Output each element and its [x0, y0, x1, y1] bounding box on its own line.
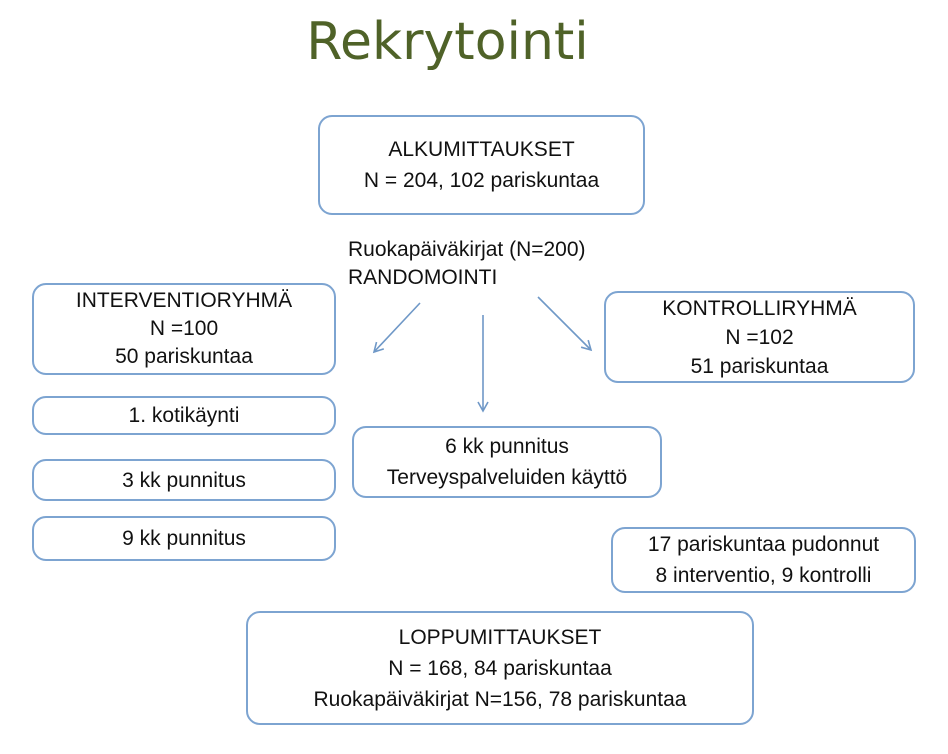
intervention-group-couples: 50 pariskuntaa	[115, 345, 253, 368]
baseline-heading: ALKUMITTAUKSET	[388, 138, 575, 161]
baseline-count: N = 204, 102 pariskuntaa	[363, 169, 600, 192]
arrow-to-control	[538, 297, 591, 350]
intervention-group-n: N =100	[149, 317, 219, 340]
three-month-weighing-label: 3 kk punnitus	[122, 468, 246, 492]
arrow-to-intervention	[374, 303, 420, 352]
control-group-heading: KONTROLLIRYHMÄ	[662, 296, 857, 320]
dropouts-total: 17 pariskuntaa pudonnut	[647, 533, 880, 556]
home-visit-label: 1. kotikäynti	[128, 404, 240, 427]
control-group-n: N =102	[725, 325, 794, 349]
food-diary-count: Ruokapäiväkirjat (N=200)	[348, 238, 586, 261]
nine-month-weighing-label: 9 kk punnitus	[122, 527, 246, 550]
final-count: N = 168, 84 pariskuntaa	[388, 656, 612, 680]
final-heading: LOPPUMITTAUKSET	[398, 625, 602, 649]
dropouts-breakdown: 8 interventio, 9 kontrolli	[655, 564, 872, 587]
intervention-group-heading: INTERVENTIORYHMÄ	[75, 289, 293, 312]
final-food-diary: Ruokapäiväkirjat N=156, 78 pariskuntaa	[313, 687, 687, 711]
control-group-couples: 51 pariskuntaa	[690, 354, 829, 378]
health-services-label: Terveyspalveluiden käyttö	[386, 466, 628, 489]
six-month-weighing-label: 6 kk punnitus	[445, 435, 569, 458]
randomization-label: RANDOMOINTI	[348, 266, 498, 289]
diagram-title: Rekrytointi	[306, 12, 589, 72]
